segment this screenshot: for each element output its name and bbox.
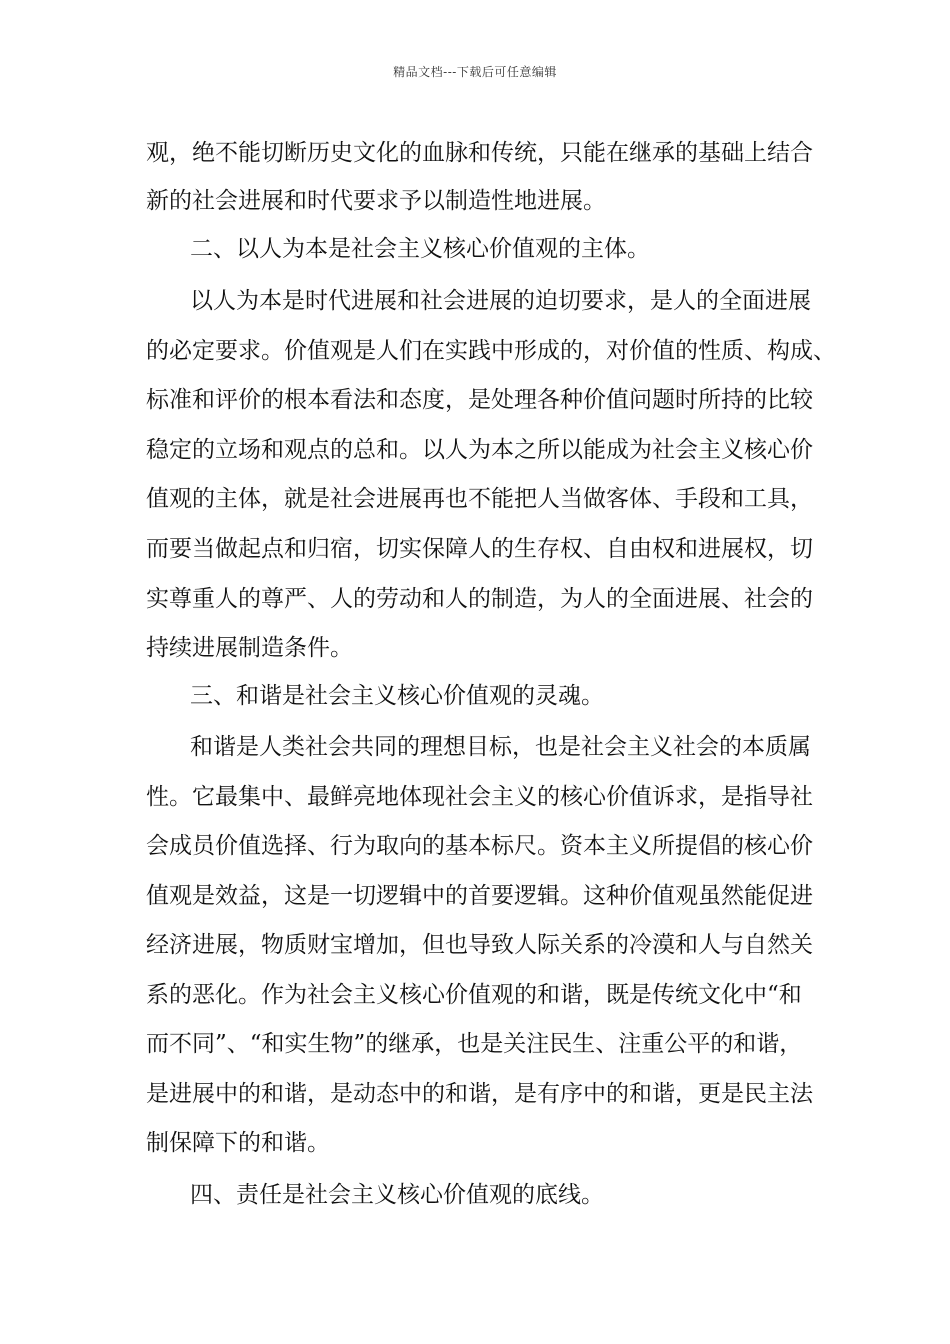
text-line: 是进展中的和谐，是动态中的和谐，是有序中的和谐，更是民主法 [146,1081,813,1107]
text-line: 新的社会进展和时代要求予以制造性地进展。 [146,188,606,214]
text-line: 制保障下的和谐。 [146,1130,330,1156]
text-line: 和谐是人类社会共同的理想目标，也是社会主义社会的本质属 [190,734,811,760]
text-line: 以人为本是时代进展和社会进展的迫切要求，是人的全面进展 [190,288,811,314]
text-line: 的必定要求。价值观是人们在实践中形成的，对价值的性质、构成、 [146,338,836,364]
text-line: 观，绝不能切断历史文化的血脉和传统，只能在继承的基础上结合 [146,140,813,166]
text-line: 而要当做起点和归宿，切实保障人的生存权、自由权和进展权，切 [146,536,813,562]
text-line: 系的恶化。作为社会主义核心价值观的和谐，既是传统文化中“和 [146,982,802,1008]
text-line: 而不同”、“和实生物”的继承，也是关注民生、注重公平的和谐， [146,1031,803,1057]
text-line: 标准和评价的根本看法和态度，是处理各种价值问题时所持的比较 [146,387,813,413]
text-line: 经济进展，物质财宝增加，但也导致人际关系的冷漠和人与自然关 [146,932,813,958]
section-heading: 四、责任是社会主义核心价值观的底线。 [190,1182,604,1208]
section-heading: 三、和谐是社会主义核心价值观的灵魂。 [190,683,604,709]
text-line: 稳定的立场和观点的总和。以人为本之所以能成为社会主义核心价 [146,437,813,463]
text-line: 性。它最集中、最鲜亮地体现社会主义的核心价值诉求，是指导社 [146,784,813,810]
page-header: 精品文档---下载后可任意编辑 [393,65,557,79]
section-heading: 二、以人为本是社会主义核心价值观的主体。 [190,236,650,262]
text-line: 值观是效益，这是一切逻辑中的首要逻辑。这种价值观虽然能促进 [146,883,813,909]
text-line: 会成员价值选择、行为取向的基本标尺。资本主义所提倡的核心价 [146,833,813,859]
text-line: 持续进展制造条件。 [146,635,353,661]
text-line: 实尊重人的尊严、人的劳动和人的制造，为人的全面进展、社会的 [146,586,813,612]
text-line: 值观的主体，就是社会进展再也不能把人当做客体、手段和工具， [146,486,813,512]
